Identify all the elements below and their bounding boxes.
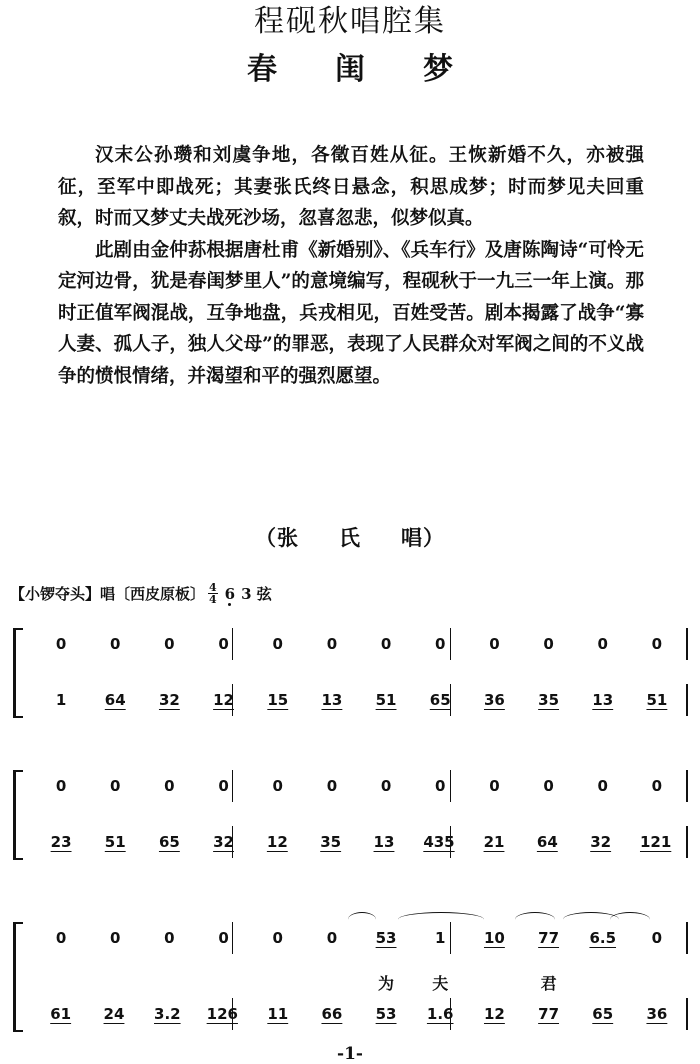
slur-mark [515, 912, 555, 927]
intro-paragraph-2: 此剧由金仲荪根据唐杜甫《新婚别》、《兵车行》及唐陈陶诗“可怜无定河边骨，犹是春闺梦里人”的意境编写，程砚秋于一九三一年上演。那时正值军阀混战，互争地盘，兵戎相见，百姓受苦。剧本揭露了战争“寡人妻、孤人子，独人父母”的罪恶，表现了人民群众对军阀之间的不义战争的愤恨情绪，并渴望和平的强烈愿望。 [58, 239, 644, 387]
intro-text [58, 140, 644, 392]
voice-beat: 0 [272, 635, 283, 653]
accomp-beat: 65 [429, 691, 451, 709]
voice-beat: 53 [375, 929, 397, 947]
bar-line [686, 770, 688, 802]
voice-beat: 0 [651, 635, 663, 653]
accomp-beat: 77 [538, 1005, 560, 1023]
accomp-measure [251, 996, 468, 1032]
accomp-beat: 36 [483, 691, 505, 709]
lyrics-measure [467, 970, 684, 994]
accomp-beat: 64 [536, 833, 558, 851]
voice-beat: 0 [380, 777, 392, 795]
accomp-stave [34, 682, 684, 718]
book-title: 程砚秋唱腔集 [254, 4, 446, 39]
system-brace [13, 770, 23, 860]
accomp-beat: 51 [646, 691, 668, 709]
voice-beat: 0 [543, 635, 554, 653]
voice-beat: 10 [483, 929, 505, 947]
lyric-syllable: 夫 [432, 973, 449, 993]
accomp-beat: 66 [321, 1005, 343, 1023]
accomp-beat: 51 [104, 833, 126, 851]
voice-beat: 0 [110, 929, 121, 947]
accomp-beat: 13 [321, 691, 343, 709]
accomp-measure [467, 824, 684, 860]
opera-title: 春闺梦 [247, 52, 511, 87]
tempo-prefix: 【小锣夺头】唱〔西皮原板〕 [10, 585, 206, 603]
voice-beat: 0 [326, 929, 338, 947]
page-number: -1- [337, 1044, 363, 1064]
voice-beat: 0 [651, 929, 663, 947]
slur-mark [348, 912, 376, 927]
accomp-measure [251, 682, 468, 718]
voice-beat: 0 [597, 635, 608, 653]
singer-name: 氏 [339, 525, 361, 550]
voice-measure [34, 626, 251, 662]
voice-beat: 0 [164, 777, 175, 795]
voice-measure [34, 768, 251, 804]
accomp-measure [34, 996, 251, 1032]
accomp-beat: 32 [158, 691, 180, 709]
accomp-beat: 53 [375, 1005, 397, 1023]
voice-beat: 0 [380, 635, 392, 653]
accomp-beat: 51 [375, 691, 397, 709]
tempo-marking [10, 582, 272, 605]
accomp-beat: 121 [639, 833, 672, 851]
accomp-measure [251, 824, 468, 860]
voice-measure [251, 626, 468, 662]
accomp-beat: 64 [104, 691, 126, 709]
voice-beat: 0 [435, 635, 446, 653]
voice-beat: 0 [55, 635, 67, 653]
voice-beat: 0 [164, 635, 175, 653]
bar-line [686, 628, 688, 660]
voice-measure [467, 626, 684, 662]
voice-beat: 1 [435, 929, 446, 947]
accomp-beat: 13 [373, 833, 395, 851]
accomp-beat: 21 [483, 833, 505, 851]
lyric-syllable: 君 [540, 973, 557, 993]
accomp-beat: 24 [103, 1005, 125, 1023]
accomp-beat: 35 [538, 691, 560, 709]
voice-beat: 0 [489, 777, 500, 795]
voice-beat: 0 [272, 777, 283, 795]
voice-beat: 0 [326, 635, 338, 653]
accomp-beat: 15 [267, 691, 289, 709]
time-signature-bottom: 4 [209, 593, 217, 606]
slur-mark [398, 912, 484, 927]
voice-beat: 0 [164, 929, 175, 947]
accomp-beat: 1.6 [426, 1005, 454, 1023]
lyrics-measure [251, 970, 468, 994]
bar-line [686, 998, 688, 1030]
system-brace [13, 922, 23, 1032]
accomp-measure [34, 824, 251, 860]
accomp-beat: 1 [55, 691, 67, 709]
bar-line [686, 922, 688, 954]
voice-beat: 0 [272, 929, 283, 947]
voice-beat: 0 [597, 777, 608, 795]
voice-beat: 0 [218, 635, 229, 653]
accomp-beat: 61 [50, 1005, 72, 1023]
accomp-beat: 435 [423, 833, 455, 851]
time-signature [208, 582, 218, 605]
accomp-stave [34, 996, 684, 1032]
slur-mark [610, 912, 650, 927]
accomp-beat: 126 [206, 1005, 238, 1023]
accomp-measure [467, 682, 684, 718]
lyric-syllable: 为 [378, 973, 395, 993]
voice-beat: 0 [110, 635, 121, 653]
accomp-beat: 32 [590, 833, 612, 851]
accomp-beat: 23 [50, 833, 72, 851]
accomp-beat: 35 [320, 833, 342, 851]
voice-beat: 0 [651, 777, 663, 795]
voice-beat: 0 [110, 777, 121, 795]
singer-close: 唱） [401, 525, 445, 550]
accomp-beat: 32 [213, 833, 234, 851]
lyrics-measure [34, 970, 251, 994]
singer-open: （张 [255, 525, 299, 550]
voice-measure [34, 920, 251, 956]
voice-beat: 0 [55, 777, 67, 795]
voice-measure [467, 768, 684, 804]
system-brace [13, 628, 23, 718]
accomp-beat: 36 [646, 1005, 668, 1023]
accomp-beat: 12 [266, 833, 288, 851]
intro-paragraph-1: 汉末公孙瓒和刘虞争地，各徵百姓从征。王恢新婚不久，亦被强征，至军中即战死；其妻张氏终日悬念，积思成梦；时而梦见夫回重叙，时而又梦丈夫战死沙场，忽喜忽悲，似梦似真。 [58, 145, 644, 229]
voice-beat: 6.5 [589, 929, 617, 947]
bar-line [686, 826, 688, 858]
accomp-beat: 65 [158, 833, 180, 851]
accomp-beat: 12 [483, 1005, 505, 1023]
voice-beat: 0 [55, 929, 67, 947]
voice-beat: 0 [543, 777, 554, 795]
accomp-beat: 11 [267, 1005, 289, 1023]
voice-beat: 0 [326, 777, 338, 795]
voice-beat: 0 [489, 635, 500, 653]
voice-beat: 0 [435, 777, 446, 795]
voice-beat: 0 [218, 777, 229, 795]
key-rest: 3 弦 [241, 585, 272, 603]
accomp-beat: 12 [213, 691, 234, 709]
lyrics-line [34, 970, 684, 994]
accomp-beat: 65 [592, 1005, 614, 1023]
accomp-measure [34, 682, 251, 718]
accomp-beat: 3.2 [154, 1005, 181, 1023]
voice-beat: 77 [538, 929, 560, 947]
singer-heading [0, 522, 700, 552]
time-signature-top: 4 [209, 581, 217, 594]
bar-line [686, 684, 688, 716]
voice-stave [34, 768, 684, 804]
accomp-measure [467, 996, 684, 1032]
accomp-stave [34, 824, 684, 860]
key-note: 6 [224, 584, 236, 603]
accomp-beat: 13 [592, 691, 614, 709]
voice-measure [251, 768, 468, 804]
voice-beat: 0 [218, 929, 229, 947]
voice-stave [34, 626, 684, 662]
